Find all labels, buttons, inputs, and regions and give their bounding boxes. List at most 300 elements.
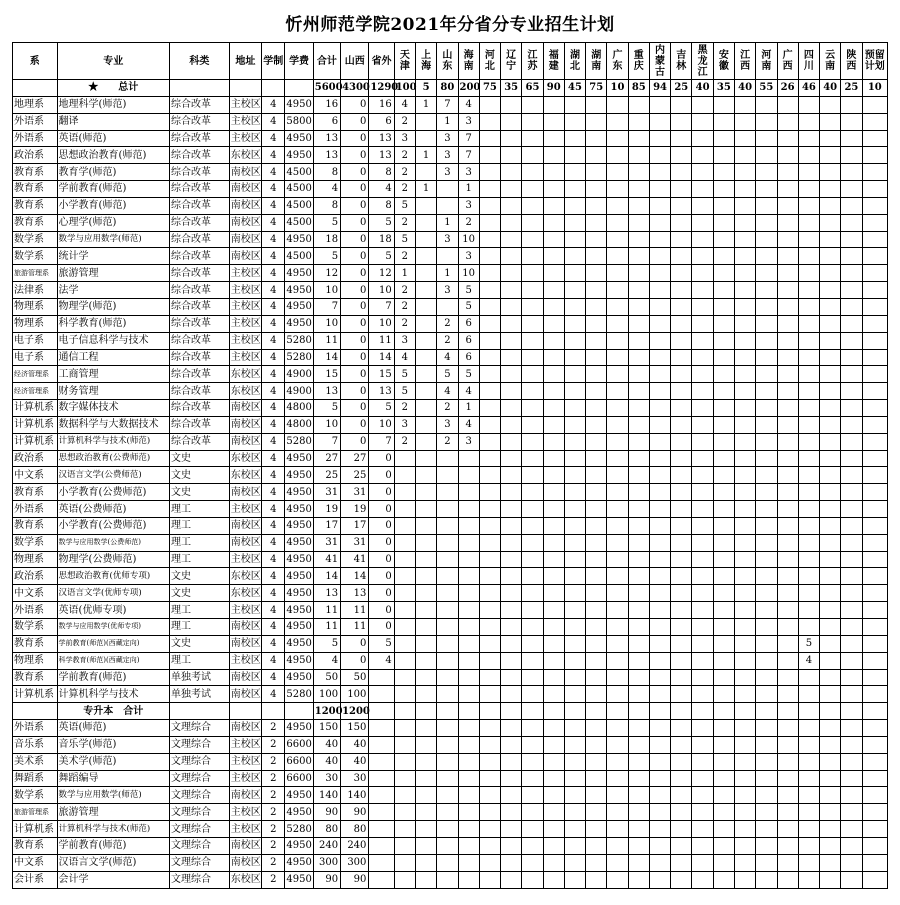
table-cell <box>458 871 479 888</box>
table-cell: 5800 <box>285 113 313 130</box>
table-cell <box>671 736 692 753</box>
table-cell: 4950 <box>285 467 313 484</box>
table-cell <box>543 602 564 619</box>
table-cell: 90 <box>313 871 340 888</box>
table-cell <box>458 804 479 821</box>
table-cell <box>564 652 585 669</box>
table-cell <box>607 96 628 113</box>
table-cell <box>543 770 564 787</box>
table-cell <box>522 130 543 147</box>
table-cell <box>522 854 543 871</box>
table-cell: 5 <box>394 231 415 248</box>
table-cell <box>777 753 798 770</box>
table-cell <box>501 248 522 265</box>
table-cell <box>501 753 522 770</box>
table-cell <box>692 501 713 518</box>
table-cell: 240 <box>313 837 340 854</box>
table-cell <box>564 871 585 888</box>
table-cell <box>458 669 479 686</box>
table-cell <box>628 837 649 854</box>
table-cell: 4 <box>262 568 285 585</box>
table-cell: 东校区 <box>229 450 261 467</box>
table-cell <box>713 416 734 433</box>
table-cell <box>777 585 798 602</box>
table-cell: 综合改革 <box>169 130 229 147</box>
table-cell: 2 <box>262 736 285 753</box>
table-cell <box>458 753 479 770</box>
table-cell <box>522 551 543 568</box>
table-cell <box>820 804 841 821</box>
table-cell: 4 <box>262 332 285 349</box>
table-cell <box>543 197 564 214</box>
table-cell: 14 <box>369 349 394 366</box>
table-cell <box>671 433 692 450</box>
table-cell <box>394 619 415 636</box>
table-cell <box>543 821 564 838</box>
table-cell <box>522 383 543 400</box>
table-row <box>13 181 888 198</box>
table-cell <box>862 113 887 130</box>
table-cell <box>394 517 415 534</box>
table-cell <box>862 619 887 636</box>
table-cell <box>692 349 713 366</box>
table-cell <box>862 652 887 669</box>
table-cell: 综合改革 <box>169 282 229 299</box>
table-cell <box>522 332 543 349</box>
table-cell: 4950 <box>285 96 313 113</box>
table-cell: 5 <box>458 282 479 299</box>
table-cell <box>415 635 436 652</box>
major-cell: 学前教育(师范)(西藏定向) <box>57 635 169 652</box>
table-cell <box>798 551 819 568</box>
table-cell <box>564 450 585 467</box>
table-cell <box>649 366 670 383</box>
table-cell <box>543 854 564 871</box>
table-cell: 综合改革 <box>169 366 229 383</box>
table-cell <box>820 400 841 417</box>
table-cell: 4950 <box>285 568 313 585</box>
table-cell <box>458 652 479 669</box>
table-cell: 0 <box>341 315 369 332</box>
table-cell <box>522 770 543 787</box>
table-cell: 4 <box>369 181 394 198</box>
department-cell: 数学系 <box>13 534 58 551</box>
table-cell <box>777 534 798 551</box>
table-cell <box>713 551 734 568</box>
table-cell: 南校区 <box>229 686 261 703</box>
column-header: 江苏 <box>522 43 543 80</box>
major-cell: 学前教育(师范) <box>57 181 169 198</box>
table-cell <box>479 770 500 787</box>
table-cell <box>501 484 522 501</box>
table-cell: 5 <box>369 635 394 652</box>
table-cell: 主校区 <box>229 298 261 315</box>
table-cell <box>692 753 713 770</box>
table-cell: 7 <box>369 298 394 315</box>
table-cell: 4800 <box>285 400 313 417</box>
table-cell <box>756 484 777 501</box>
table-cell: 理工 <box>169 534 229 551</box>
table-cell: 4950 <box>285 804 313 821</box>
table-cell <box>586 96 607 113</box>
table-cell <box>415 400 436 417</box>
table-cell <box>394 635 415 652</box>
table-cell <box>798 736 819 753</box>
column-header: 系 <box>13 43 58 80</box>
table-cell: 4500 <box>285 181 313 198</box>
table-cell <box>820 736 841 753</box>
table-row <box>13 467 888 484</box>
table-cell <box>671 686 692 703</box>
table-cell: 6 <box>458 332 479 349</box>
table-cell <box>437 248 458 265</box>
table-cell: 46 <box>798 80 819 97</box>
table-cell <box>394 720 415 737</box>
table-cell <box>564 736 585 753</box>
major-cell: 英语(师范) <box>57 130 169 147</box>
table-cell <box>394 787 415 804</box>
table-cell: 0 <box>341 652 369 669</box>
table-cell <box>543 720 564 737</box>
table-cell: 13 <box>313 130 340 147</box>
table-cell: 综合改革 <box>169 332 229 349</box>
table-cell <box>820 484 841 501</box>
table-cell <box>862 517 887 534</box>
table-cell: 理工 <box>169 602 229 619</box>
table-cell <box>820 787 841 804</box>
table-cell: 14 <box>313 349 340 366</box>
table-cell <box>671 619 692 636</box>
table-cell <box>649 517 670 534</box>
table-cell <box>820 534 841 551</box>
table-cell <box>522 669 543 686</box>
table-cell <box>777 265 798 282</box>
table-cell: 150 <box>341 720 369 737</box>
table-cell <box>479 366 500 383</box>
table-cell <box>777 467 798 484</box>
table-cell <box>862 282 887 299</box>
table-cell <box>415 265 436 282</box>
table-cell <box>564 147 585 164</box>
major-cell: 数据科学与大数据技术 <box>57 416 169 433</box>
table-cell <box>862 501 887 518</box>
table-cell: 3 <box>394 416 415 433</box>
table-cell <box>586 265 607 282</box>
table-cell <box>479 467 500 484</box>
table-cell <box>437 534 458 551</box>
table-cell <box>437 736 458 753</box>
table-cell <box>734 568 755 585</box>
table-cell: 0 <box>341 164 369 181</box>
table-cell <box>820 366 841 383</box>
table-cell <box>415 130 436 147</box>
table-cell <box>501 147 522 164</box>
table-cell <box>841 720 862 737</box>
table-cell <box>564 349 585 366</box>
table-cell <box>586 113 607 130</box>
table-cell <box>501 400 522 417</box>
table-cell: 1 <box>437 265 458 282</box>
table-cell <box>501 130 522 147</box>
table-row <box>13 652 888 669</box>
department-cell: 旅游管理系 <box>13 804 58 821</box>
table-cell <box>501 568 522 585</box>
table-cell <box>734 450 755 467</box>
column-header: 黑龙江 <box>692 43 713 80</box>
table-cell <box>437 619 458 636</box>
table-cell: 1 <box>437 113 458 130</box>
table-cell: 南校区 <box>229 619 261 636</box>
table-cell <box>501 366 522 383</box>
table-cell <box>734 214 755 231</box>
table-cell <box>628 652 649 669</box>
table-cell <box>862 534 887 551</box>
table-cell <box>649 703 670 720</box>
table-cell: 0 <box>341 298 369 315</box>
table-cell <box>415 736 436 753</box>
table-cell <box>841 619 862 636</box>
table-cell: 南校区 <box>229 416 261 433</box>
table-cell <box>628 534 649 551</box>
table-cell <box>777 619 798 636</box>
table-cell <box>586 214 607 231</box>
table-cell <box>458 501 479 518</box>
table-cell: 4 <box>262 416 285 433</box>
table-cell: 南校区 <box>229 517 261 534</box>
major-cell: 地理科学(师范) <box>57 96 169 113</box>
table-cell <box>713 315 734 332</box>
table-cell <box>798 753 819 770</box>
table-cell <box>777 804 798 821</box>
table-cell: 文理综合 <box>169 770 229 787</box>
table-cell <box>415 231 436 248</box>
table-cell <box>394 551 415 568</box>
table-cell <box>607 854 628 871</box>
table-cell <box>756 736 777 753</box>
table-cell: 3 <box>437 164 458 181</box>
table-cell <box>586 854 607 871</box>
table-cell <box>437 753 458 770</box>
table-cell: 理工 <box>169 619 229 636</box>
table-cell <box>777 871 798 888</box>
table-cell <box>586 248 607 265</box>
table-cell <box>607 248 628 265</box>
table-cell <box>607 720 628 737</box>
table-cell <box>564 804 585 821</box>
table-cell: 南校区 <box>229 787 261 804</box>
table-cell <box>285 80 313 97</box>
table-cell <box>458 467 479 484</box>
table-cell <box>734 686 755 703</box>
table-cell <box>841 96 862 113</box>
major-cell: 学前教育(师范) <box>57 837 169 854</box>
table-cell <box>798 433 819 450</box>
table-cell <box>564 821 585 838</box>
table-cell <box>607 635 628 652</box>
table-cell: 31 <box>313 484 340 501</box>
table-cell <box>169 703 229 720</box>
table-cell: 文史 <box>169 484 229 501</box>
table-cell <box>820 720 841 737</box>
table-cell <box>543 231 564 248</box>
department-cell: 经济管理系 <box>13 383 58 400</box>
table-cell <box>415 282 436 299</box>
table-cell: 主校区 <box>229 130 261 147</box>
table-cell <box>522 349 543 366</box>
table-cell <box>841 602 862 619</box>
table-cell <box>369 837 394 854</box>
table-cell <box>692 787 713 804</box>
table-cell <box>734 821 755 838</box>
table-cell <box>394 770 415 787</box>
table-cell <box>820 635 841 652</box>
table-cell <box>394 501 415 518</box>
table-cell <box>671 298 692 315</box>
table-cell <box>692 467 713 484</box>
table-cell: 10 <box>369 282 394 299</box>
table-row <box>13 197 888 214</box>
table-cell <box>713 400 734 417</box>
table-cell <box>522 804 543 821</box>
table-cell <box>649 821 670 838</box>
table-cell: 主校区 <box>229 315 261 332</box>
table-cell: 16 <box>313 96 340 113</box>
table-cell <box>671 214 692 231</box>
table-cell <box>820 248 841 265</box>
table-cell <box>777 231 798 248</box>
table-row <box>13 332 888 349</box>
table-cell: 2 <box>437 332 458 349</box>
table-cell <box>820 854 841 871</box>
table-cell: 南校区 <box>229 214 261 231</box>
table-cell <box>692 96 713 113</box>
table-cell <box>394 871 415 888</box>
table-cell <box>756 821 777 838</box>
major-cell: 数学与应用数学(优师专项) <box>57 619 169 636</box>
table-cell <box>543 568 564 585</box>
table-cell: 4 <box>437 349 458 366</box>
table-cell: 文史 <box>169 635 229 652</box>
table-cell <box>394 568 415 585</box>
table-cell <box>262 80 285 97</box>
column-header: 海南 <box>458 43 479 80</box>
table-cell <box>415 214 436 231</box>
table-cell: 6 <box>458 349 479 366</box>
table-cell <box>415 585 436 602</box>
table-cell <box>734 248 755 265</box>
major-cell: 小学教育(师范) <box>57 197 169 214</box>
table-row <box>13 854 888 871</box>
department-cell: 政治系 <box>13 568 58 585</box>
table-cell <box>394 450 415 467</box>
table-cell <box>543 517 564 534</box>
table-cell <box>671 854 692 871</box>
table-cell: 7 <box>313 298 340 315</box>
table-cell <box>756 804 777 821</box>
table-cell <box>798 113 819 130</box>
table-cell <box>841 804 862 821</box>
table-row <box>13 298 888 315</box>
table-cell <box>820 568 841 585</box>
table-cell <box>564 197 585 214</box>
table-cell <box>671 400 692 417</box>
table-cell <box>522 433 543 450</box>
table-cell: 4950 <box>285 231 313 248</box>
major-cell: 数学与应用数学(公费师范) <box>57 534 169 551</box>
table-cell: 4 <box>262 349 285 366</box>
table-cell: 90 <box>543 80 564 97</box>
table-cell <box>649 686 670 703</box>
table-cell <box>543 703 564 720</box>
table-cell: 0 <box>341 332 369 349</box>
table-cell <box>841 517 862 534</box>
table-cell <box>798 821 819 838</box>
table-cell <box>458 854 479 871</box>
table-cell <box>522 366 543 383</box>
table-cell <box>734 736 755 753</box>
table-cell: 4 <box>262 181 285 198</box>
table-cell <box>798 585 819 602</box>
table-cell <box>458 551 479 568</box>
table-cell <box>756 113 777 130</box>
table-cell: 综合改革 <box>169 197 229 214</box>
table-cell: 综合改革 <box>169 231 229 248</box>
table-cell <box>649 854 670 871</box>
table-cell <box>564 164 585 181</box>
table-cell <box>777 703 798 720</box>
table-cell: 11 <box>369 332 394 349</box>
table-cell <box>607 349 628 366</box>
table-cell <box>437 686 458 703</box>
table-cell <box>607 181 628 198</box>
table-cell <box>692 433 713 450</box>
table-cell <box>734 231 755 248</box>
table-cell <box>734 366 755 383</box>
table-cell <box>479 585 500 602</box>
table-cell <box>437 298 458 315</box>
table-cell <box>692 366 713 383</box>
table-cell <box>798 837 819 854</box>
table-cell: 0 <box>369 619 394 636</box>
table-cell <box>862 821 887 838</box>
table-cell: 5 <box>798 635 819 652</box>
table-cell <box>713 787 734 804</box>
table-row <box>13 736 888 753</box>
table-cell <box>564 837 585 854</box>
department-cell: 数学系 <box>13 619 58 636</box>
table-cell <box>628 164 649 181</box>
table-cell <box>734 416 755 433</box>
table-cell <box>756 383 777 400</box>
department-cell: 数学系 <box>13 231 58 248</box>
department-cell: 物理系 <box>13 652 58 669</box>
table-cell <box>841 585 862 602</box>
table-cell <box>756 130 777 147</box>
department-cell: 经济管理系 <box>13 366 58 383</box>
table-cell <box>756 164 777 181</box>
table-cell <box>607 787 628 804</box>
table-cell: 30 <box>341 770 369 787</box>
table-cell: 主校区 <box>229 602 261 619</box>
table-cell <box>841 669 862 686</box>
table-cell <box>671 652 692 669</box>
column-header: 合计 <box>313 43 340 80</box>
table-cell: 综合改革 <box>169 349 229 366</box>
table-cell <box>820 164 841 181</box>
table-cell <box>777 686 798 703</box>
table-cell <box>713 332 734 349</box>
table-cell <box>820 265 841 282</box>
